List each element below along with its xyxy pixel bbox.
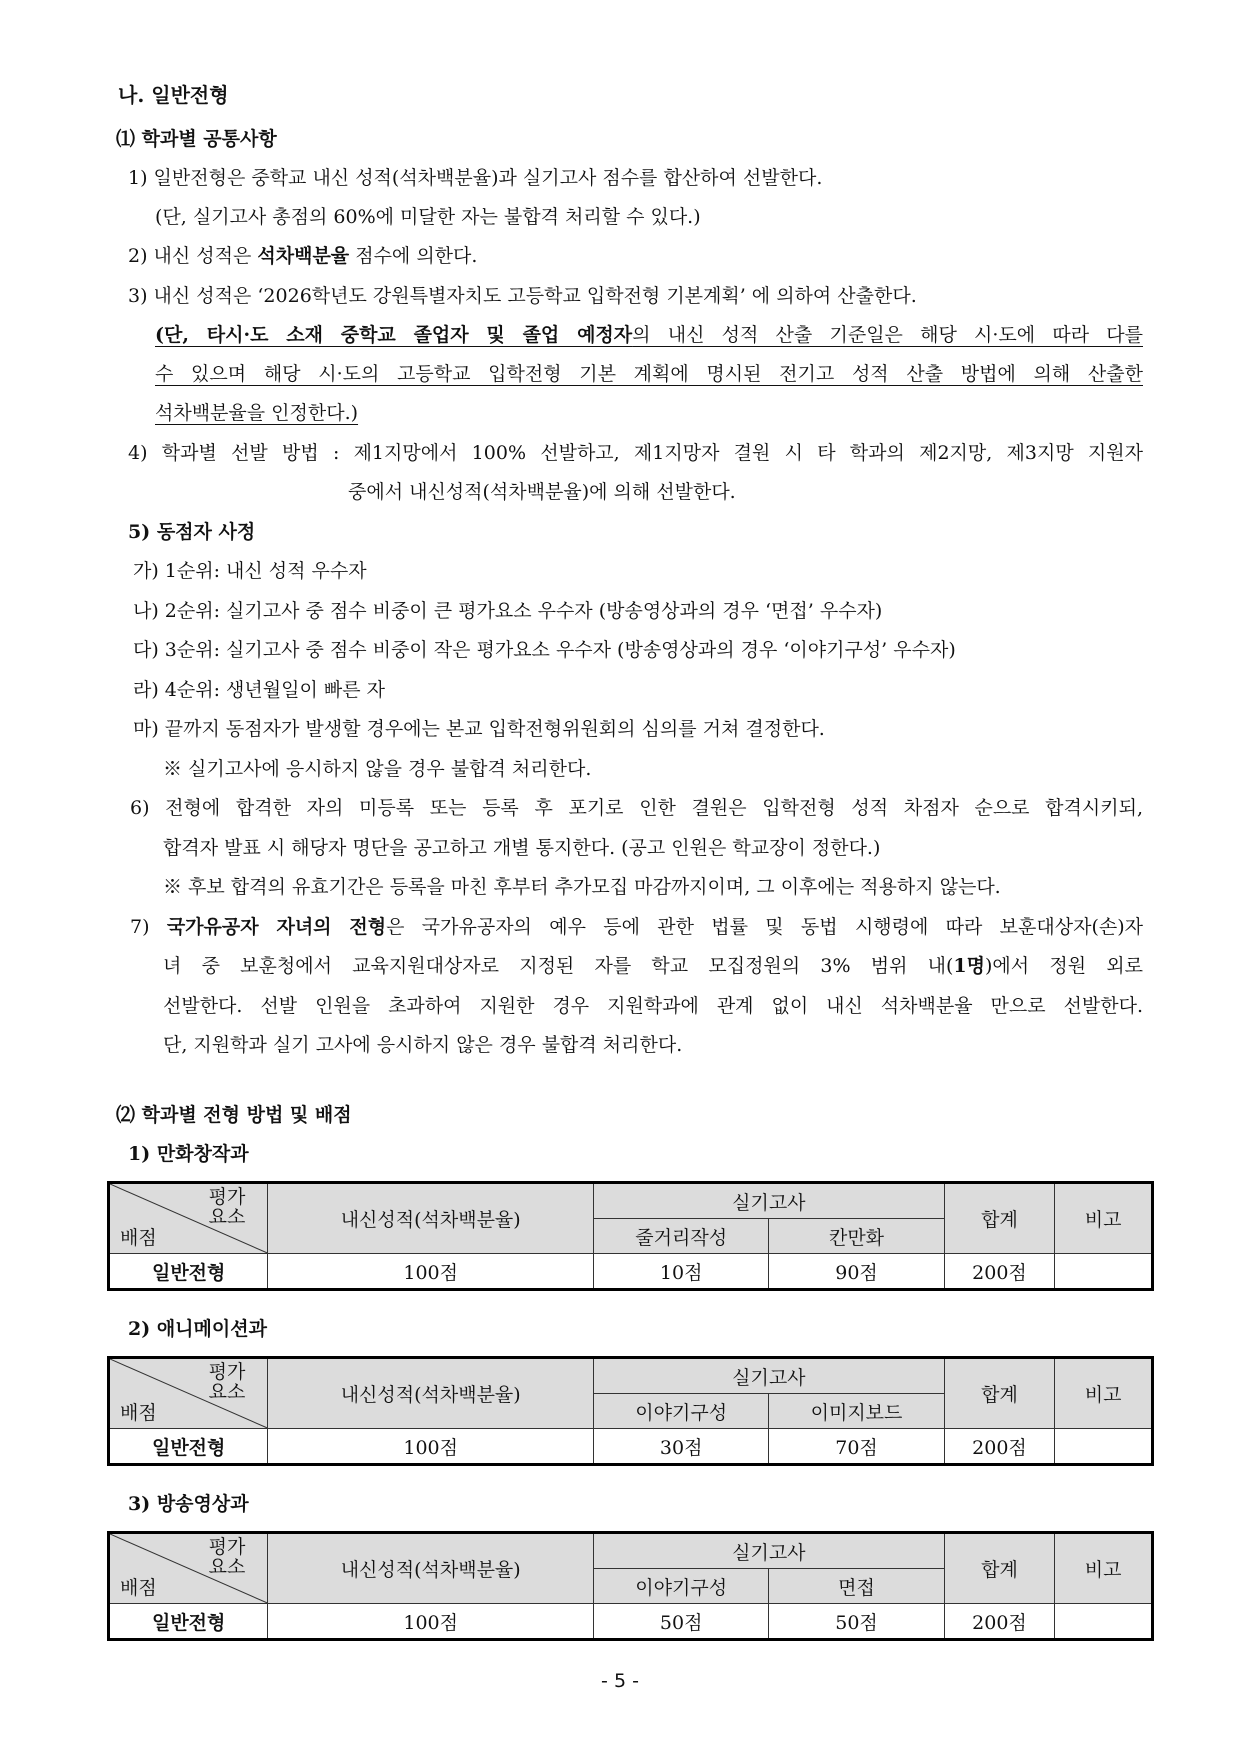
tie-rule-5: 마) 끝까지 동점자가 발생할 경우에는 본교 입학전형위원회의 심의를 거쳐 결정한다. [133,718,825,740]
header-diagonal-cell [109,1183,268,1254]
tie-rule-3: 다) 3순위: 실기고사 중 점수 비중이 작은 평가요소 우수자 (방송영상과의 경우 ‘이야기구성’ 우수자) [133,639,956,661]
common-heading: ⑴ 학과별 공통사항 [116,128,277,150]
diag-top-label: 평가 요소 [208,1536,246,1578]
practical-value-1: 10점 [594,1254,769,1290]
naesin-value: 100점 [268,1254,594,1290]
section-title: 나. 일반전형 [118,83,229,107]
practical-value-1: 50점 [594,1604,769,1640]
practical-header: 실기고사 [594,1533,945,1569]
item-4-line-2: 중에서 내신성적(석차백분율)에 의해 선발한다. [348,481,736,503]
item-2 [128,243,477,269]
practical-header: 실기고사 [594,1183,945,1219]
naesin-header: 내신성적(석차백분율) [268,1533,594,1604]
note-value [1055,1604,1153,1640]
item-7-line-4: 단, 지원학과 실기 고사에 응시하지 않은 경우 불합격 처리한다. [163,1034,683,1056]
diag-top-label: 평가 요소 [208,1186,246,1228]
item-7-line-3: 선발한다. 선발 인원을 초과하여 지원한 경우 지원학과에 관계 없이 내신 석차백분율 만으로 선발한다. [163,995,1143,1017]
diag-bottom-label: 배점 [120,1577,157,1599]
item-7-line-2 [163,953,1143,979]
item-3-note-line-2: 수 있으며 해당 시·도의 고등학교 입학전형 기본 계획에 명시된 전기고 성적 산출 방법에 의해 산출한 [155,363,1143,385]
item-6-line-1: 6) 전형에 합격한 자의 미등록 또는 등록 후 포기로 인한 결원은 입학전형 성적 차점자 순으로 합격시키되, [130,797,1143,819]
note-value [1055,1254,1153,1290]
score-table-broadcast [107,1531,1154,1641]
total-value: 200점 [944,1429,1055,1465]
item-7-line-1-rest: 은 국가유공자의 예우 등에 관한 법률 및 동법 시행령에 따라 보훈대상자(손)자 [386,916,1143,938]
total-value: 200점 [944,1254,1055,1290]
practical-value-2: 50점 [769,1604,944,1640]
item-4-line-1: 4) 학과별 선발 방법 : 제1지망에서 100% 선발하고, 제1지망자 결원 시 타 학과의 제2지망, 제3지망 지원자 [128,442,1143,464]
naesin-header: 내신성적(석차백분율) [268,1183,594,1254]
practical-sub-2: 면접 [769,1569,944,1604]
header-diagonal-cell [109,1533,268,1604]
item-7-num: 7) [130,916,167,938]
note-value [1055,1429,1153,1465]
item-7-line-1 [130,914,1143,940]
total-value: 200점 [944,1604,1055,1640]
methods-heading: ⑵ 학과별 전형 방법 및 배점 [116,1104,352,1126]
dept-heading-2: 2) 애니메이션과 [128,1318,267,1340]
practical-sub-2: 이미지보드 [769,1394,944,1429]
diag-bottom-label: 배점 [120,1402,157,1424]
header-diagonal-cell [109,1358,268,1429]
total-header: 합계 [944,1358,1055,1429]
item-6-line-2: 합격자 발표 시 해당자 명단을 공고하고 개별 통지한다. (공고 인원은 학교장이 정한다.) [163,837,881,859]
item-3: 3) 내신 성적은 ‘2026학년도 강원특별자치도 고등학교 입학전형 기본계획’ 에 의하여 산출한다. [128,285,917,307]
item-7-line-2-bold: 1명 [953,955,985,977]
item-3-note-bold: (단, 타시·도 소재 중학교 졸업자 및 졸업 예정자 [155,324,633,346]
item-7-line-2-post: )에서 정원 외로 [985,955,1143,977]
practical-value-1: 30점 [594,1429,769,1465]
total-header: 합계 [944,1183,1055,1254]
practical-value-2: 70점 [769,1429,944,1465]
diag-top-label: 평가 요소 [208,1361,246,1403]
row-label: 일반전형 [109,1254,268,1290]
item-6-note: ※ 후보 합격의 유효기간은 등록을 마친 후부터 추가모집 마감까지이며, 그 이후에는 적용하지 않는다. [163,876,1001,898]
naesin-value: 100점 [268,1604,594,1640]
item-1: 1) 일반전형은 중학교 내신 성적(석차백분율)과 실기고사 점수를 합산하여 선발한다. [128,167,823,189]
score-table-animation [107,1356,1154,1466]
row-label: 일반전형 [109,1429,268,1465]
tie-note: ※ 실기고사에 응시하지 않을 경우 불합격 처리한다. [163,758,592,780]
diag-bottom-label: 배점 [120,1227,157,1249]
note-header: 비고 [1055,1533,1153,1604]
practical-value-2: 90점 [769,1254,944,1290]
note-header: 비고 [1055,1358,1153,1429]
item-2-post: 점수에 의한다. [349,245,478,267]
item-3-note-rest: 의 내신 성적 산출 기준일은 해당 시·도에 따라 다를 [632,324,1143,346]
row-label: 일반전형 [109,1604,268,1640]
dept-heading-1: 1) 만화창작과 [128,1143,249,1165]
tie-rule-1: 가) 1순위: 내신 성적 우수자 [133,560,367,582]
note-header: 비고 [1055,1183,1153,1254]
item-3-note-line-3: 석차백분율을 인정한다.) [155,402,359,424]
dept-heading-3: 3) 방송영상과 [128,1493,249,1515]
item-7-bold: 국가유공자 자녀의 전형 [166,916,387,938]
practical-sub-2: 칸만화 [769,1219,944,1254]
item-2-pre: 2) 내신 성적은 [128,245,258,267]
naesin-value: 100점 [268,1429,594,1465]
tie-rule-2: 나) 2순위: 실기고사 중 점수 비중이 큰 평가요소 우수자 (방송영상과의 경우 ‘면접’ 우수자) [133,600,883,622]
item-7-line-2-pre: 녀 중 보훈청에서 교육지원대상자로 지정된 자를 학교 모집정원의 3% 범위 내( [163,955,954,977]
practical-sub-1: 줄거리작성 [594,1219,769,1254]
practical-header: 실기고사 [594,1358,945,1394]
item-5-heading: 5) 동점자 사정 [128,521,256,543]
practical-sub-1: 이야기구성 [594,1394,769,1429]
page-number: - 5 - [601,1670,639,1692]
total-header: 합계 [944,1533,1055,1604]
tie-rule-4: 라) 4순위: 생년월일이 빠른 자 [133,679,385,701]
practical-sub-1: 이야기구성 [594,1569,769,1604]
item-3-note-line-1 [155,322,1143,348]
naesin-header: 내신성적(석차백분율) [268,1358,594,1429]
score-table-cartoon [107,1181,1154,1291]
item-2-bold: 석차백분율 [257,245,350,267]
item-1-note: (단, 실기고사 총점의 60%에 미달한 자는 불합격 처리할 수 있다.) [155,206,701,228]
